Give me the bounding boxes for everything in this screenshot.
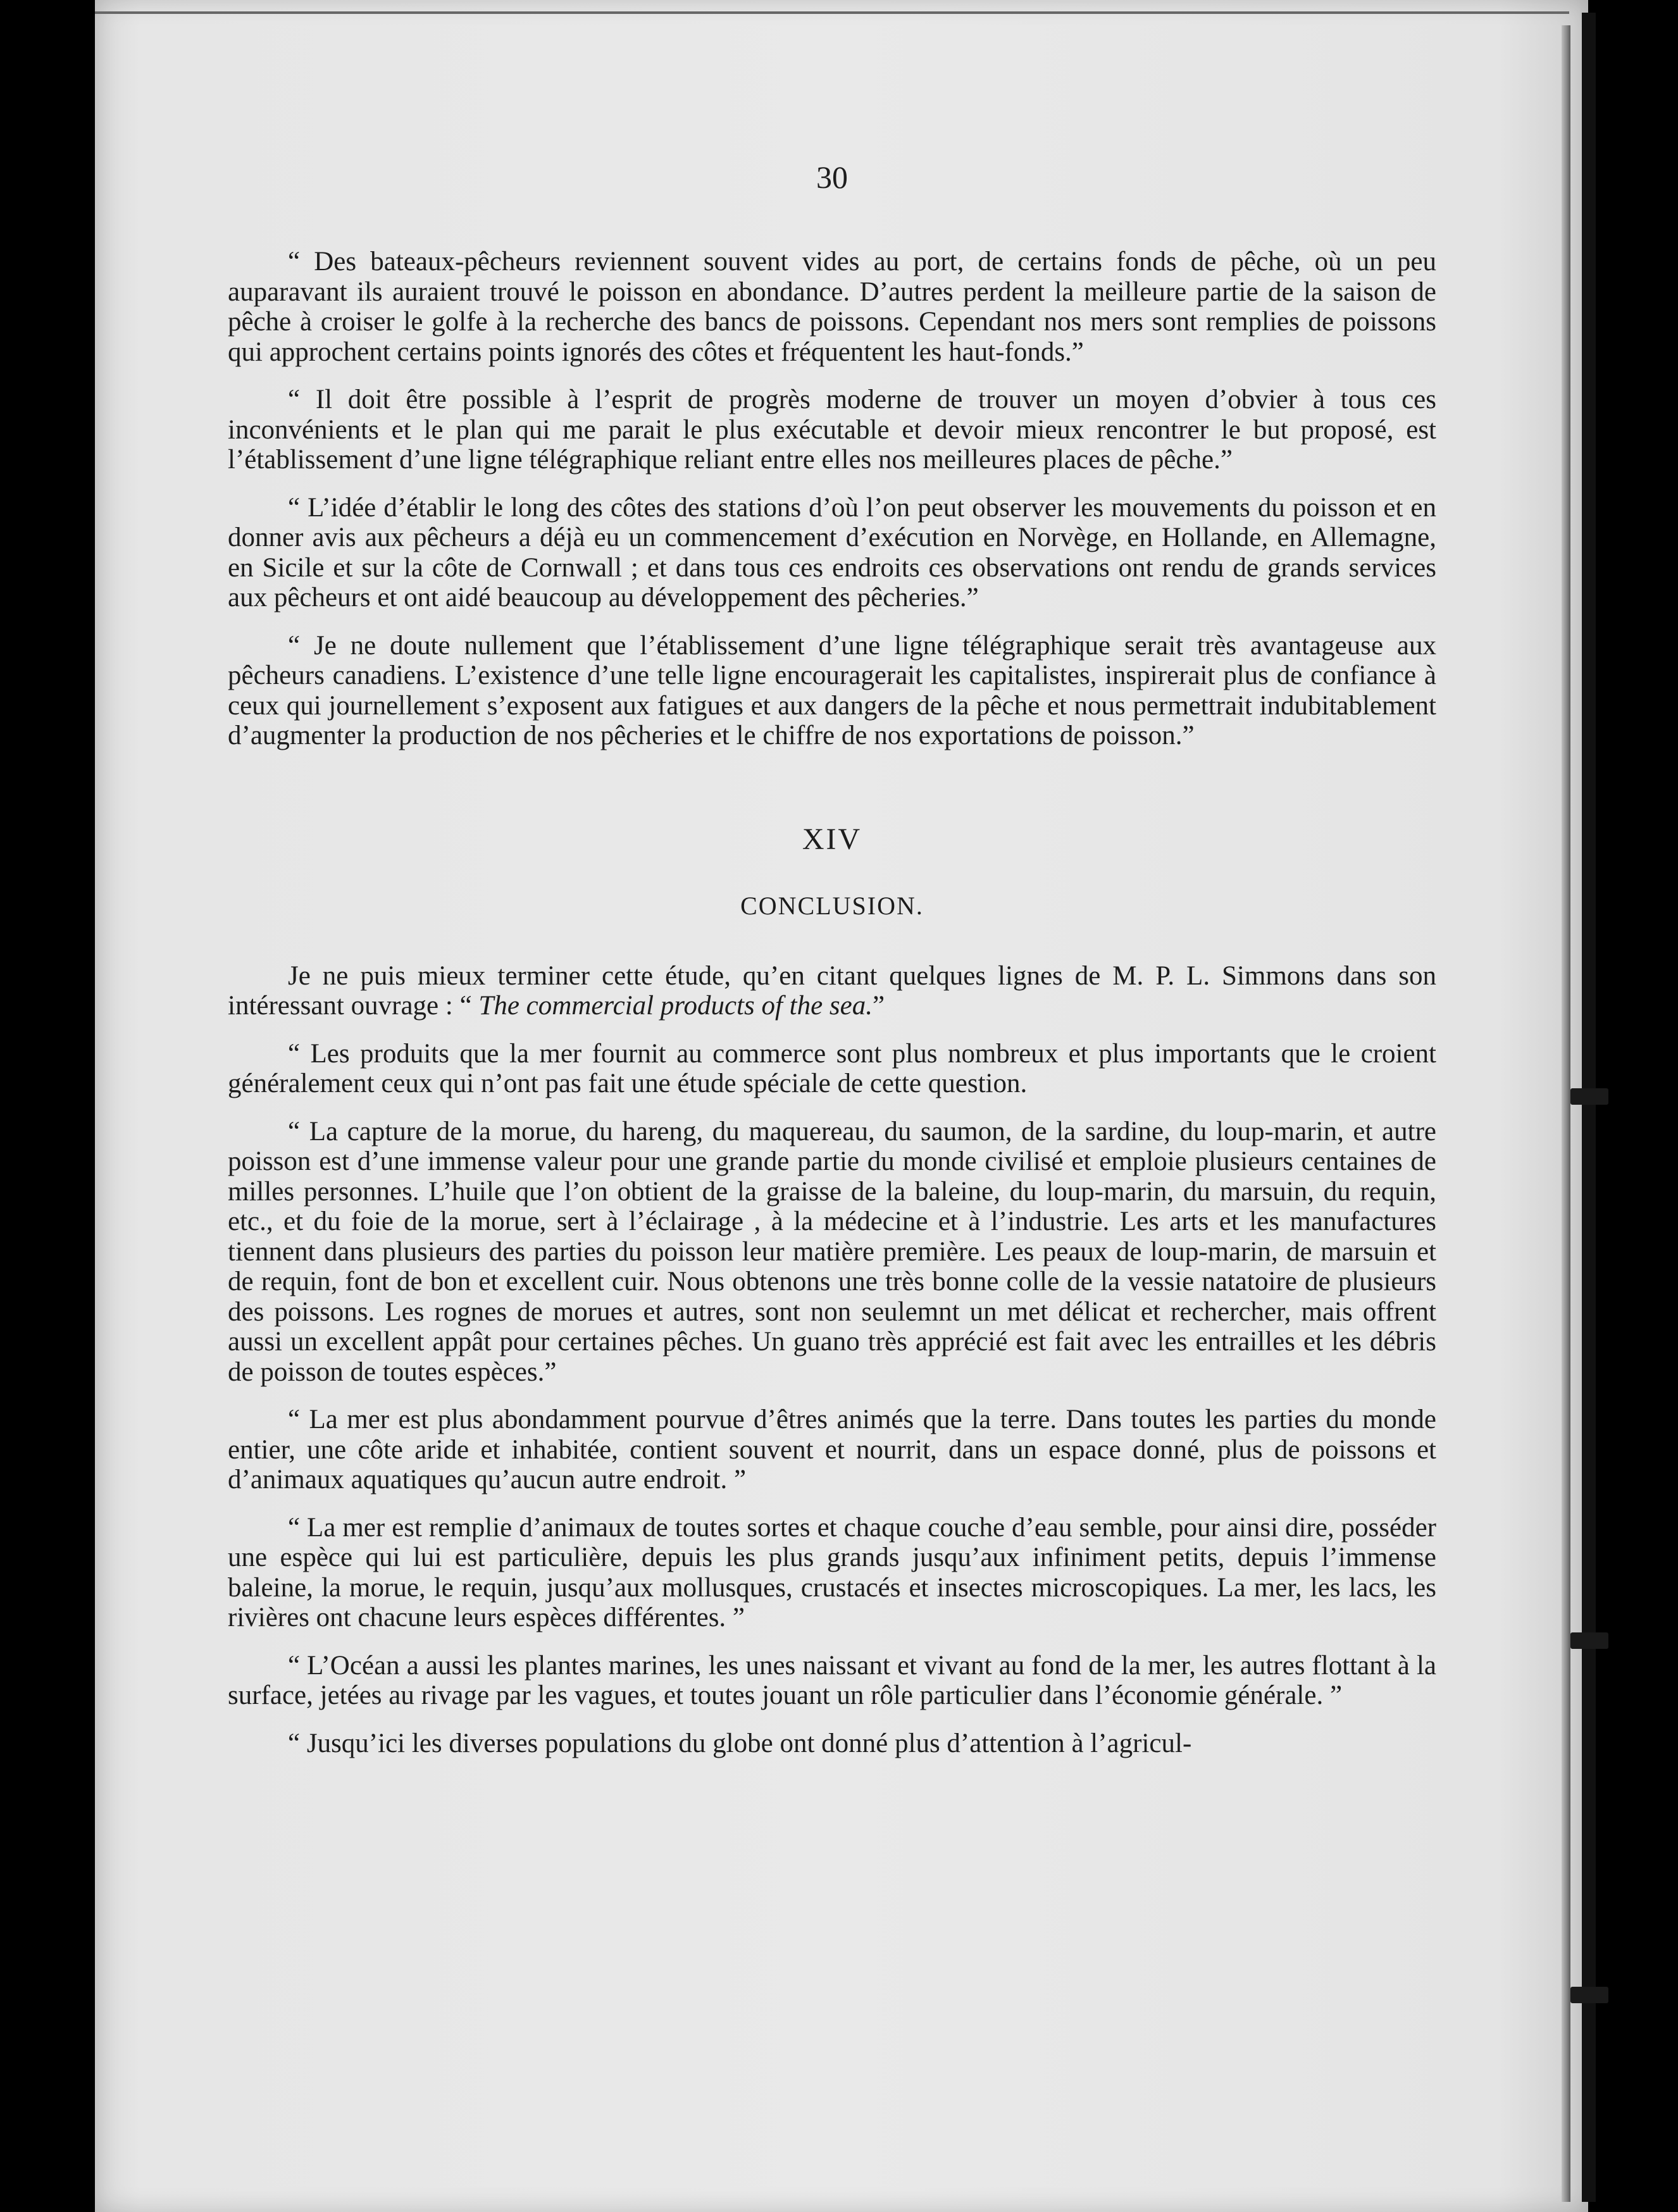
binding-mark xyxy=(1570,1987,1608,2003)
paragraph: “ L’Océan a aussi les plantes marines, les unes naissant et vivant au fond de la mer, les autres flottant à la surface, jetées au rivage par les vagues, et toutes jouant un rôle particulier dans l’économie générale. ” xyxy=(228,1650,1436,1710)
binding-mark xyxy=(1570,1088,1608,1105)
paragraph: “ Je ne doute nullement que l’établissement d’une ligne télégraphique serait très avantageuse aux pêcheurs canadiens. L’existence d’une telle ligne encouragerait les capitalistes, inspirerait plus de confiance à ceux qui journellement s’exposent aux fatigues et aux dangers de la pêche et nous permettrait indubitablement d’augmenter la production de nos pêcheries et le chiffre de nos exportations de poisson.” xyxy=(228,630,1436,750)
book-title: The commercial products of the sea. xyxy=(478,991,873,1021)
chapter-number: XIV xyxy=(802,822,862,856)
binding-shadow xyxy=(1582,13,1596,2202)
intro-close: ” xyxy=(873,991,885,1021)
binding-mark xyxy=(1570,1632,1608,1649)
page-right-edge xyxy=(1562,25,1570,2202)
paragraph: “ La mer est remplie d’animaux de toutes sortes et chaque couche d’eau semble, pour ainsi dire, posséder une espèce qui lui est particulière, depuis les plus grands jusqu’aux infiniment petits, depuis l’immense baleine, la morue, le requin, jusqu’aux mollusques, crustacés et insectes microscopiques. La mer, les lacs, les rivières ont chacune leurs espèces différentes. ” xyxy=(228,1512,1436,1632)
paragraph: “ Des bateaux-pêcheurs reviennent souvent vides au port, de certains fonds de pêche, où un peu auparavant ils auraient trouvé le poisson en abondance. D’autres perdent la meilleure partie de la saison de pêche à croiser le golfe à la recherche des bancs de poissons. Cependant nos mers sont remplies de poissons qui approchent certains points ignorés des côtes et fréquentent les haut-fonds.” xyxy=(228,247,1436,367)
paragraph: “ Il doit être possible à l’esprit de progrès moderne de trouver un moyen d’obvier à tous ces inconvénients et le plan qui me parait le plus exécutable et devoir mieux rencontrer le but proposé, est l’établissement d’une ligne télégraphique reliant entre elles nos meilleures places de pêche.” xyxy=(228,385,1436,475)
paragraph: “ Les produits que la mer fournit au commerce sont plus nombreux et plus importants que le croient généralement ceux qui n’ont pas fait une étude spéciale de cette question. xyxy=(228,1038,1436,1098)
intro-paragraph xyxy=(228,961,1436,1021)
paragraph: “ L’idée d’établir le long des côtes des stations d’où l’on peut observer les mouvements du poisson et en donner avis aux pêcheurs a déjà eu un commencement d’exécution en Norvège, en Hollande, en Allemagne, en Sicile et sur la côte de Cornwall ; et dans tous ces endroits ces observations ont rendu de grands services aux pêcheurs et ont aidé beaucoup au développement des pêcheries.” xyxy=(228,492,1436,612)
paragraph: “ La capture de la morue, du hareng, du maquereau, du saumon, de la sardine, du loup-marin, et autre poisson est d’une immense valeur pour une grande partie du monde civilisé et emploie plusieurs centaines de milles personnes. L’huile que l’on obtient de la graisse de la baleine, du loup-marin, du marsuin, du requin, etc., et du foie de la morue, sert à l’éclairage , à la médecine et à l’industrie. Les arts et les manufactures tiennent dans plusieurs des parties du poisson leur matière première. Les peaux de loup-marin, de marsuin et de requin, font de bon et excellent cuir. Nous obtenons une très bonne colle de la vessie natatoire de plusieurs des poissons. Les rognes de morues et autres, sont non seulemnt un met délicat et rechercher, mais offrent aussi un excellent appât pour certaines pêches. Un guano très apprécié est fait avec les entrailles et les débris de poisson de toutes espèces.” xyxy=(228,1116,1436,1387)
page-text xyxy=(228,158,1436,1776)
chapter-title: CONCLUSION. xyxy=(740,891,924,920)
page-top-edge xyxy=(95,11,1569,14)
page-number: 30 xyxy=(816,159,848,195)
paragraph: “ La mer est plus abondamment pourvue d’êtres animés que la terre. Dans toutes les parties du monde entier, une côte aride et inhabitée, contient souvent et nourrit, dans un espace donné, plus de poissons et d’animaux aquatiques qu’aucun autre endroit. ” xyxy=(228,1405,1436,1494)
paragraph: “ Jusqu’ici les diverses populations du globe ont donné plus d’attention à l’agricul- xyxy=(288,1728,1192,1758)
intro-text: Je ne puis mieux terminer cette étude, qu’en citant quelques lignes de M. P. L. Simmons dans son intéressant ouvrage : “ xyxy=(228,960,1436,1021)
